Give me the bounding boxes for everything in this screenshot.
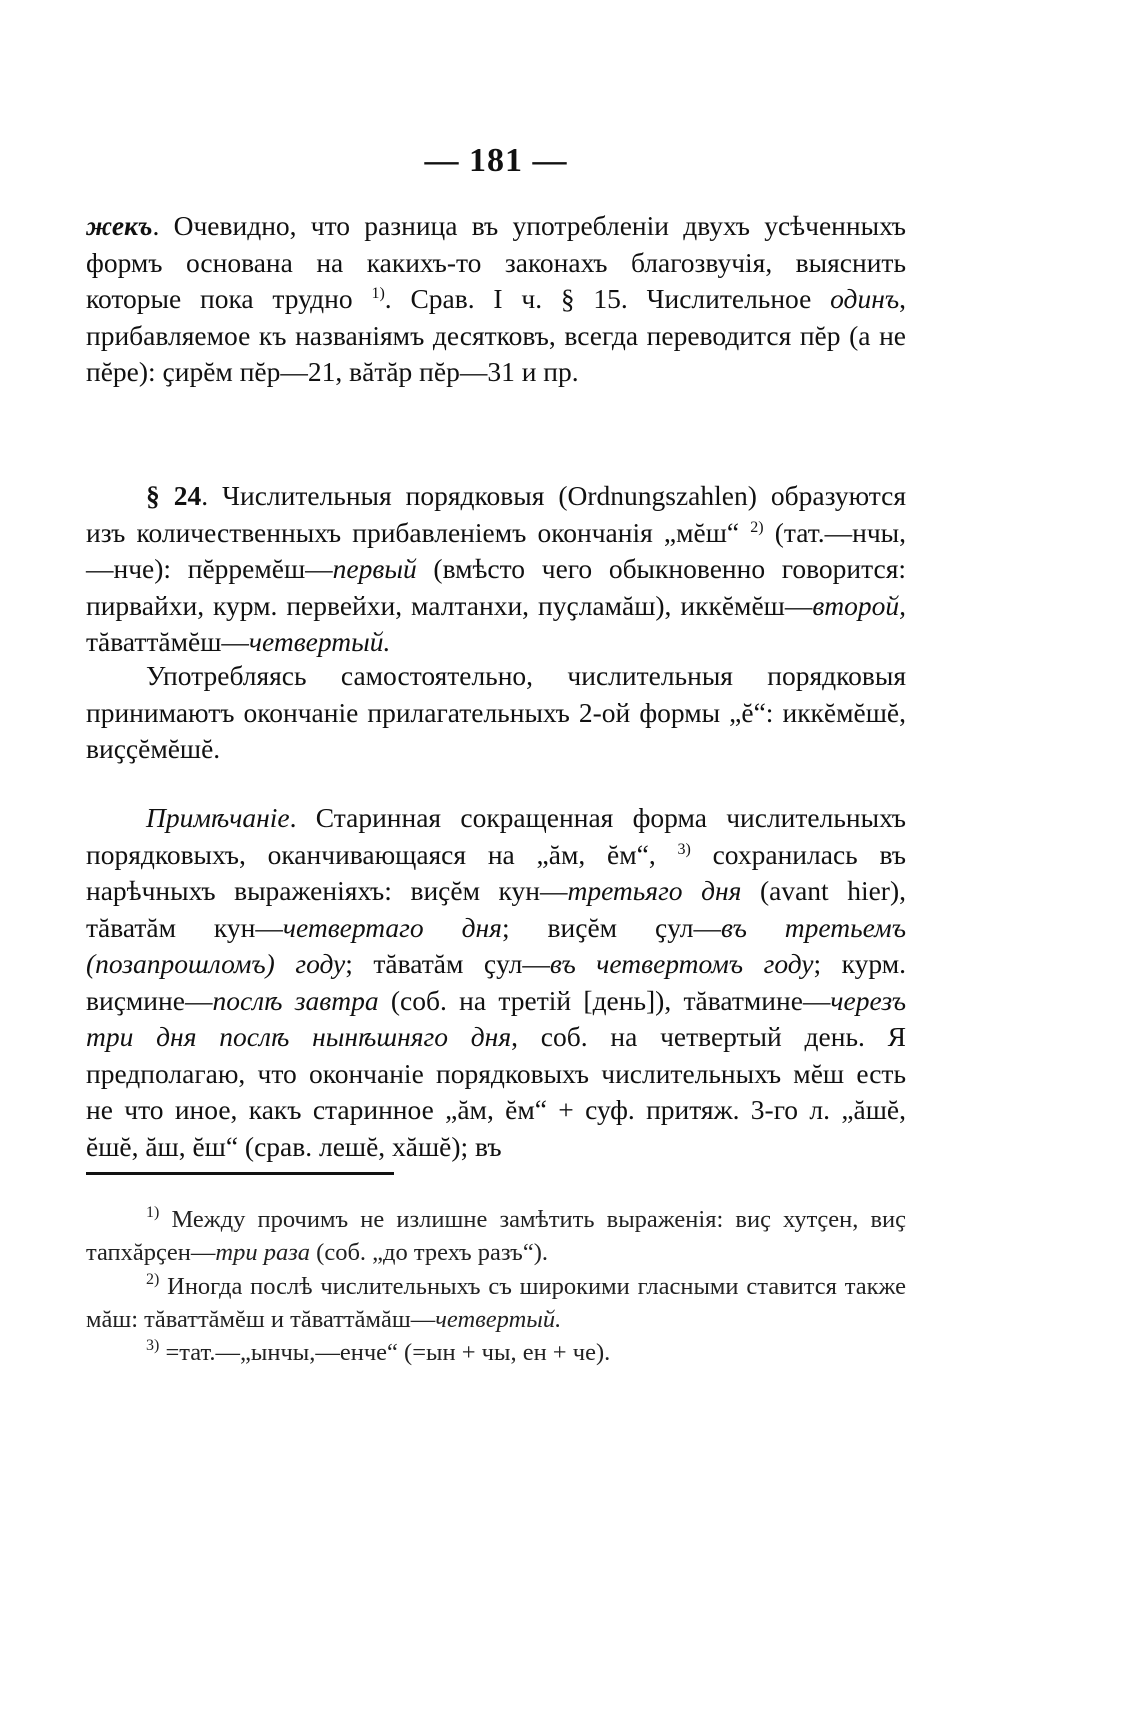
italic-word: одинъ bbox=[830, 283, 900, 314]
footnote-ref-3[interactable]: 3) bbox=[677, 840, 691, 858]
italic-word: второй, bbox=[812, 589, 906, 621]
italic-phrase: четвертаго дня bbox=[282, 911, 502, 943]
text-run: (avant hier), тăватăм кун— bbox=[86, 875, 906, 943]
text-run: , прибавляемое къ названіямъ десятковъ, всегда переводится пĕр (а не пĕре): ҫирĕм пĕр—21, вăтăр пĕр—31 и пр. bbox=[86, 283, 906, 387]
section-24-paragraph bbox=[86, 478, 906, 661]
footnote-1 bbox=[86, 1203, 906, 1269]
text-run: =тат.—„ынчы,—енче“ (=ын + чы, ен + че). bbox=[159, 1339, 611, 1366]
footnote-2 bbox=[86, 1270, 906, 1336]
text-run: сохранилась въ нарѣчныхъ выраженіяхъ: виҫĕм кун— bbox=[86, 838, 906, 906]
text-run: . Старинная сокращенная форма числительныхъ порядковыхъ, оканчивающаяся на „ăм, ĕм“, bbox=[86, 802, 906, 870]
text-run: тăваттăмĕш— bbox=[86, 626, 249, 657]
text-run: , соб. на четвертый день. Я предполагаю, что окончаніе порядковыхъ числительныхъ мĕш есть не что иное, какъ старинное „ăм, ĕм“ + суф. притяж. 3-го л. „ăшĕ, ĕшĕ, ăш, ĕш“ (срав. лешĕ, хăшĕ); въ bbox=[86, 1021, 906, 1162]
text-run: (соб. „до трехъ разъ“). bbox=[310, 1239, 549, 1266]
footnote-marker: 3) bbox=[146, 1337, 160, 1354]
italic-word: жекъ bbox=[86, 210, 153, 241]
text-run: (вмѣсто чего обыкновенно говорится: пирвайхи, курм. первейхи, малтанхи, пуҫламăш), иккĕмĕш— bbox=[86, 553, 906, 621]
footnote-divider bbox=[86, 1172, 394, 1175]
text-run: Между прочимъ не излишне замѣтить выраженія: виҫ хутҫен, виҫ тапхăрҫен— bbox=[86, 1206, 906, 1266]
italic-word: первый bbox=[332, 553, 417, 584]
italic-phrase: въ третьемъ (позапрошломъ) году bbox=[86, 911, 906, 979]
italic-word: четвертый. bbox=[248, 626, 391, 657]
section-heading: § 24 bbox=[146, 480, 202, 511]
italic-phrase: четвертый. bbox=[435, 1306, 562, 1333]
text-run: . Срав. I ч. § 15. Числительное bbox=[384, 283, 831, 314]
footnote-marker: 2) bbox=[146, 1271, 160, 1288]
page-number: — 181 — bbox=[424, 142, 568, 179]
footnote-ref-1[interactable]: 1) bbox=[371, 285, 385, 302]
note-label: Примѣчаніе bbox=[146, 802, 290, 833]
text-run: Иногда послѣ числительныхъ съ широкими гласными ставится также мăш: тăваттăмĕш и тăваттăмăш— bbox=[86, 1273, 906, 1333]
footnote-marker: 1) bbox=[146, 1204, 160, 1221]
text-run: ; тăватăм ҫул— bbox=[345, 948, 550, 979]
text-run: . Числительныя порядковыя (Ordnungszahlen) образуются изъ количественныхъ прибавленіемъ окончанія „мĕш“ bbox=[86, 480, 907, 548]
italic-phrase: послѣ завтра bbox=[212, 984, 379, 1016]
footnote-3 bbox=[86, 1336, 906, 1369]
italic-phrase: три раза bbox=[215, 1239, 311, 1266]
note-paragraph bbox=[86, 800, 906, 1165]
text-run: (соб. на третій [день]), тăватмине— bbox=[378, 984, 831, 1016]
paragraph-continuation bbox=[86, 208, 906, 391]
italic-phrase: третьяго дня bbox=[567, 875, 742, 906]
text-run: Употребляясь самостоятельно, числительныя порядковыя принимаютъ окончаніе прилагательныхъ 2-ой формы „ĕ“: иккĕмĕшĕ, виҫҫĕмĕшĕ. bbox=[86, 660, 906, 764]
footnote-ref-2[interactable]: 2) bbox=[750, 518, 764, 536]
text-run: (тат.—нчы,—нче): пĕрремĕш— bbox=[86, 516, 907, 584]
text-run: . Очевидно, что разница въ употребленіи двухъ усѣченныхъ формъ основана на какихъ-то законахъ благозвучія, выяснить которые пока трудно bbox=[86, 210, 906, 314]
italic-phrase: въ четвертомъ году bbox=[549, 948, 814, 979]
text-run: ; курм. виҫмине— bbox=[86, 948, 906, 1016]
paragraph-ordinals-usage bbox=[86, 658, 906, 768]
italic-phrase: черезъ три дня послѣ нынѣшняго дня bbox=[86, 984, 906, 1052]
text-run: ; виҫĕм ҫул— bbox=[501, 911, 721, 943]
